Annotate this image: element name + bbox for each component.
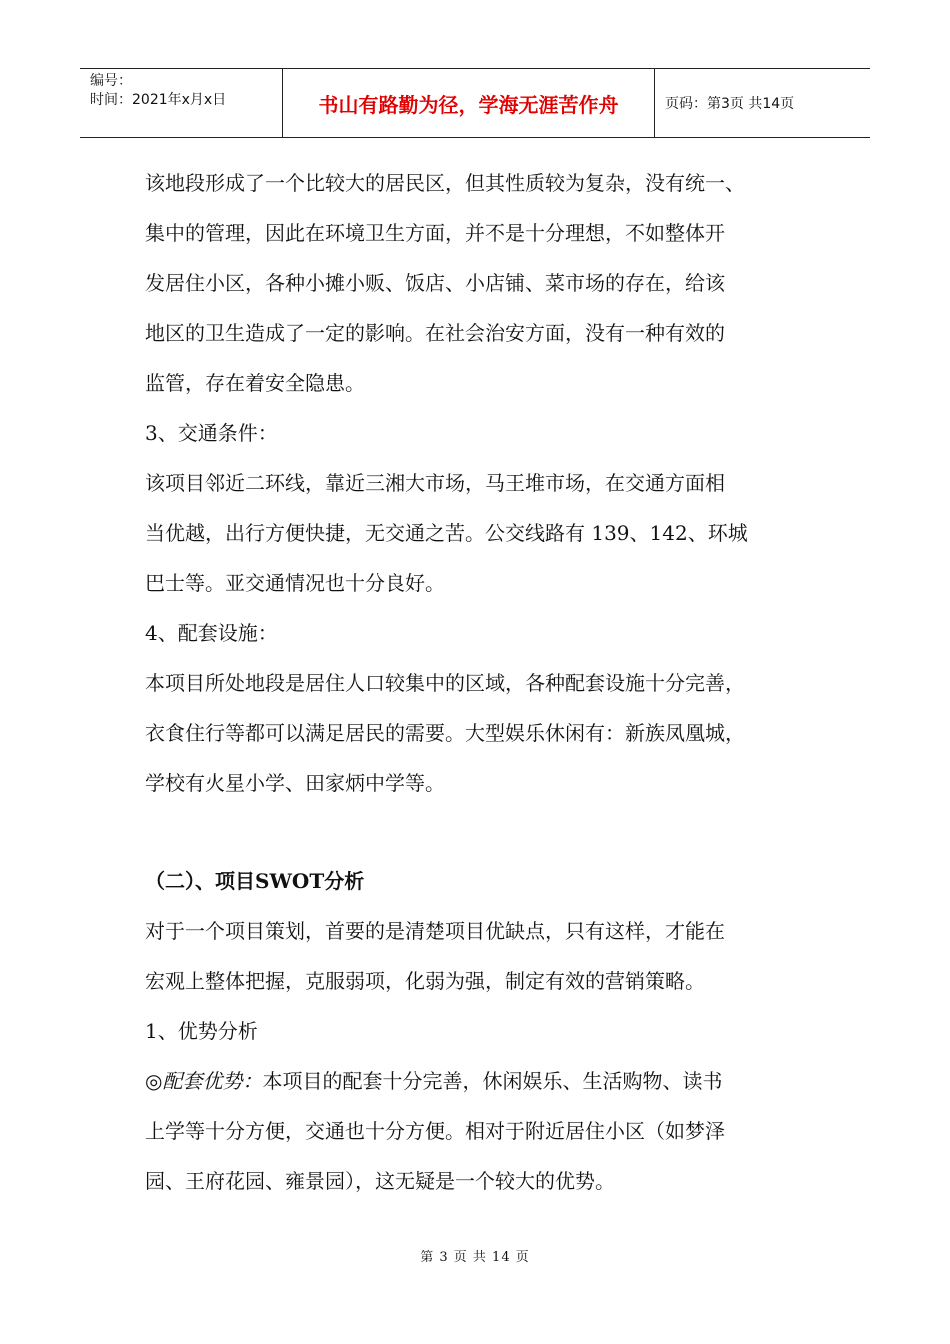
subheading-traffic: 3、交通条件：	[145, 421, 278, 445]
document-time-label: 时间：2021年x月x日	[90, 92, 227, 108]
bullet-symbol: ◎	[145, 1069, 163, 1093]
body-line: 当优越，出行方便快捷，无交通之苦。公交线路有 139、142、环城	[145, 521, 748, 545]
body-line: 学校有火星小学、田家炳中学等。	[145, 771, 445, 795]
section-heading-swot: （二）、项目SWOT分析	[145, 869, 365, 893]
body-line: 发居住小区，各种小摊小贩、饭店、小店铺、菜市场的存在，给该	[145, 271, 725, 295]
body-line: 园、王府花园、雍景园），这无疑是一个较大的优势。	[145, 1169, 615, 1193]
body-line: 本项目所处地段是居住人口较集中的区域，各种配套设施十分完善，	[145, 671, 745, 695]
document-number-label: 编号：	[90, 73, 132, 89]
advantage-line	[145, 1056, 825, 1106]
page-footer: 第 3 页 共 14 页	[420, 1250, 530, 1265]
advantage-text: 本项目的配套十分完善，休闲娱乐、生活购物、读书	[262, 1069, 723, 1093]
header-motto: 书山有路勤为径，学海无涯苦作舟	[283, 69, 655, 137]
body-line: 监管，存在着安全隐患。	[145, 371, 365, 395]
body-line: 衣食住行等都可以满足居民的需要。大型娱乐休闲有：新族凤凰城，	[145, 721, 745, 745]
body-line: 该项目邻近二环线，靠近三湘大市场，马王堆市场，在交通方面相	[145, 471, 725, 495]
header-meta	[80, 69, 283, 137]
body-line: 集中的管理，因此在环境卫生方面，并不是十分理想，不如整体开	[145, 221, 725, 245]
body-line: 该地段形成了一个比较大的居民区，但其性质较为复杂，没有统一、	[145, 171, 745, 195]
body-line: 上学等十分方便，交通也十分方便。相对于附近居住小区（如梦泽	[145, 1119, 725, 1143]
page-header	[80, 68, 870, 138]
subheading-advantages: 1、优势分析	[145, 1019, 258, 1043]
subheading-facilities: 4、配套设施：	[145, 621, 278, 645]
body-line: 对于一个项目策划，首要的是清楚项目优缺点，只有这样，才能在	[145, 919, 725, 943]
body-line: 宏观上整体把握，克服弱项，化弱为强，制定有效的营销策略。	[145, 969, 705, 993]
body-line: 地区的卫生造成了一定的影响。在社会治安方面，没有一种有效的	[145, 321, 725, 345]
body-line: 巴士等。亚交通情况也十分良好。	[145, 571, 445, 595]
advantage-term: 配套优势：	[162, 1069, 263, 1093]
header-page-info: 页码：第3页 共14页	[665, 96, 795, 112]
document-body	[145, 158, 825, 1206]
